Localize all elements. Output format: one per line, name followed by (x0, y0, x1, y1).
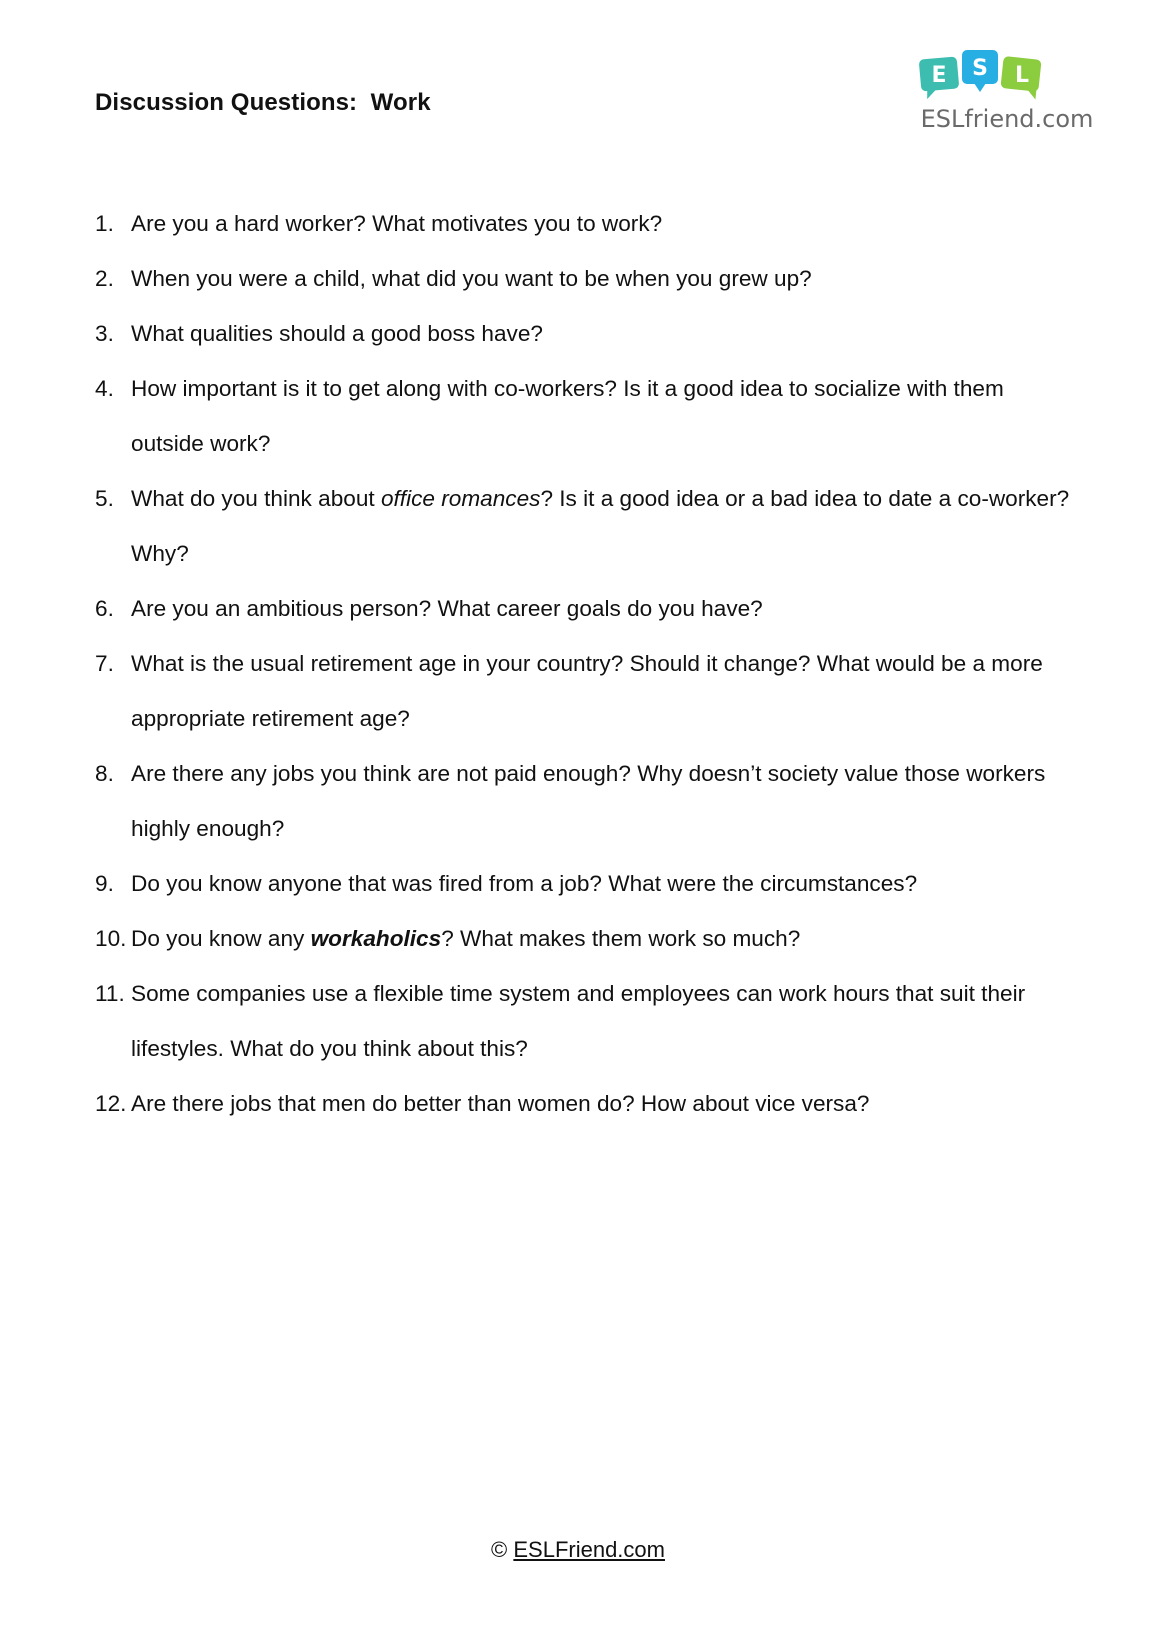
question-text: Are there any jobs you think are not paid enough? Why doesn’t society value those workers highly enough? (131, 761, 1046, 841)
footer-site-link[interactable]: ESLFriend.com (513, 1537, 665, 1562)
page-title: Discussion Questions: Work (95, 89, 431, 116)
question-text: Are you an ambitious person? What career goals do you have? (131, 596, 763, 621)
question-text: Some companies use a flexible time system and employees can work hours that suit their lifestyles. What do you think about this? (131, 981, 1026, 1061)
question-text (131, 911, 1071, 966)
question-number: 2. (95, 266, 114, 291)
question-item-11 (95, 966, 1075, 1076)
question-number: 12. (95, 1091, 127, 1116)
question-text: Are you a hard worker? What motivates you to work? (131, 211, 663, 236)
question-text-start: Do you know any (131, 926, 311, 951)
question-text: When you were a child, what did you want to be when you grew up? (131, 266, 812, 291)
question-number: 10. (95, 926, 127, 951)
logo-letter-s: S (972, 56, 988, 81)
footer (0, 1537, 1156, 1563)
emphasized-term: office romances (380, 486, 541, 511)
logo-letter-l: L (1014, 63, 1030, 88)
question-text: What is the usual retirement age in your country? Should it change? What would be a more appropriate retirement age? (131, 651, 1043, 731)
logo-letter-e: E (931, 63, 947, 88)
question-number: 3. (95, 321, 114, 346)
question-number: 4. (95, 376, 114, 401)
question-item-6 (95, 581, 1075, 636)
question-item-7 (95, 636, 1075, 746)
question-item-4 (95, 361, 1075, 471)
question-item-9 (95, 856, 1075, 911)
question-item-1 (95, 196, 1075, 251)
question-text: What qualities should a good boss have? (131, 321, 543, 346)
question-item-5 (95, 471, 1075, 581)
question-number: 7. (95, 651, 114, 676)
esl-speech-bubbles-icon (912, 48, 1102, 106)
question-list (95, 196, 1075, 1131)
question-text: Do you know anyone that was fired from a job? What were the circumstances? (131, 871, 918, 896)
question-number: 9. (95, 871, 114, 896)
question-text-end: ? Is it a good idea or a bad idea to date a co-worker? Why? (131, 486, 1070, 566)
question-number: 1. (95, 211, 114, 236)
logo-site-name: ESLfriend.com (920, 105, 1094, 133)
question-text: How important is it to get along with co-workers? Is it a good idea to socialize with them outside work? (131, 376, 1004, 456)
emphasized-term: workaholics (310, 926, 442, 951)
question-item-12 (95, 1076, 1075, 1131)
question-number: 6. (95, 596, 114, 621)
question-text: Are there jobs that men do better than women do? How about vice versa? (131, 1091, 870, 1116)
question-item-8 (95, 746, 1075, 856)
question-text-end: ? What makes them work so much? (441, 926, 801, 951)
question-number: 8. (95, 761, 114, 786)
eslfriend-logo[interactable] (912, 48, 1102, 138)
question-text-start: What do you think about (131, 486, 381, 511)
question-item-2 (95, 251, 1075, 306)
question-number: 5. (95, 486, 114, 511)
question-number: 11. (95, 981, 125, 1006)
question-item-10 (95, 911, 1075, 966)
question-item-3 (95, 306, 1075, 361)
question-text (131, 471, 1071, 581)
copyright-symbol: © (491, 1537, 508, 1562)
